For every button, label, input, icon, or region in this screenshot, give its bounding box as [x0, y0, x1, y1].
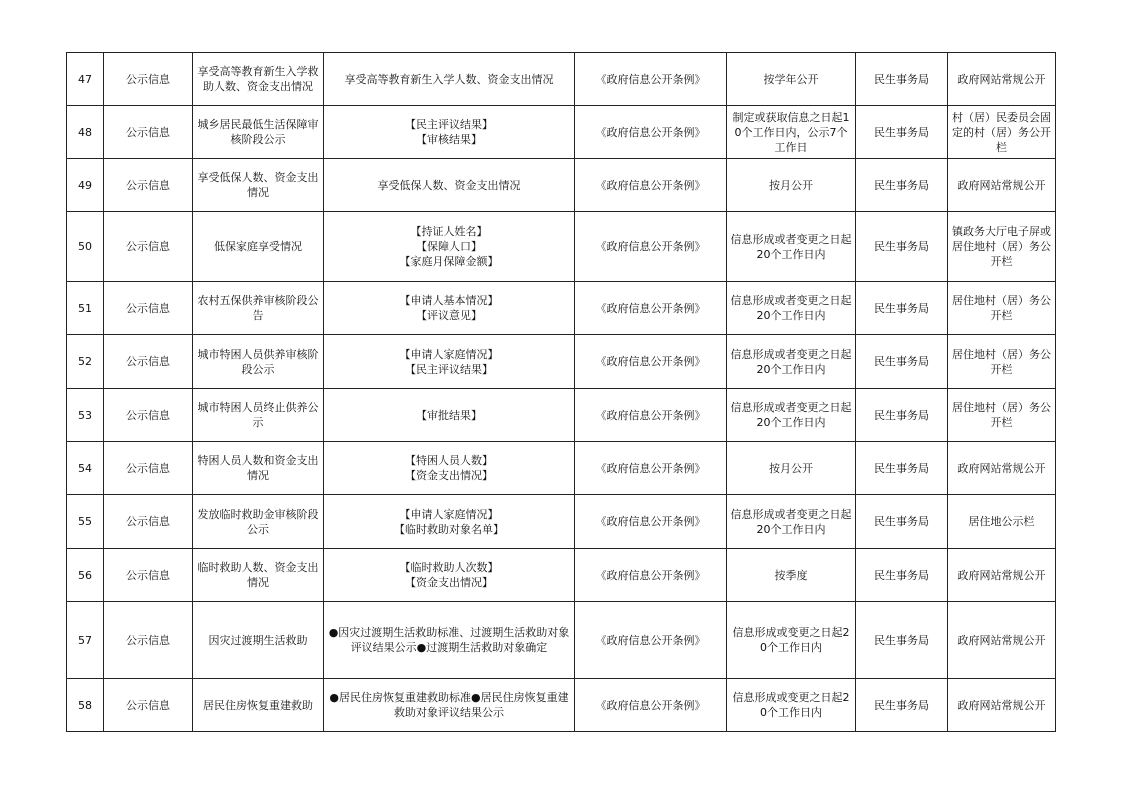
disclosure-channel-cell: 居住地村（居）务公开栏 — [948, 335, 1056, 389]
table-row — [67, 159, 1056, 212]
disclosure-timeframe-cell: 信息形成或者变更之日起20个工作日内 — [727, 212, 856, 282]
info-category-cell: 公示信息 — [104, 159, 193, 212]
info-category-cell: 公示信息 — [104, 549, 193, 602]
legal-basis-cell: 《政府信息公开条例》 — [575, 53, 727, 106]
disclosure-channel-cell: 居住地公示栏 — [948, 495, 1056, 549]
item-content-cell — [324, 212, 575, 282]
content-line: 【家庭月保障金额】 — [399, 255, 499, 268]
content-line: 【资金支出情况】 — [405, 469, 493, 482]
disclosure-channel-cell: 政府网站常规公开 — [948, 679, 1056, 732]
item-name-cell: 特困人员人数和资金支出情况 — [193, 442, 324, 495]
content-line: 【民主评议结果】 — [405, 362, 493, 376]
item-content-cell — [324, 282, 575, 335]
responsible-agency-cell: 民生事务局 — [856, 159, 948, 212]
legal-basis-cell: 《政府信息公开条例》 — [575, 679, 727, 732]
item-name-cell: 居民住房恢复重建救助 — [193, 679, 324, 732]
row-number-cell: 58 — [67, 679, 104, 732]
legal-basis-cell: 《政府信息公开条例》 — [575, 212, 727, 282]
content-line: 【保障人口】 — [416, 240, 482, 253]
legal-basis-cell: 《政府信息公开条例》 — [575, 106, 727, 159]
table-row — [67, 282, 1056, 335]
content-line: 【临时救助人次数】 — [399, 561, 499, 574]
disclosure-timeframe-cell: 按月公开 — [727, 442, 856, 495]
row-number-cell: 53 — [67, 389, 104, 442]
disclosure-channel-cell: 镇政务大厅电子屏或居住地村（居）务公开栏 — [948, 212, 1056, 282]
item-name-cell: 临时救助人数、资金支出情况 — [193, 549, 324, 602]
content-line: 【申请人基本情况】 — [399, 294, 499, 307]
disclosure-channel-cell: 居住地村（居）务公开栏 — [948, 389, 1056, 442]
row-number-cell: 57 — [67, 602, 104, 679]
disclosure-channel-cell: 政府网站常规公开 — [948, 602, 1056, 679]
legal-basis-cell: 《政府信息公开条例》 — [575, 282, 727, 335]
row-number-cell: 48 — [67, 106, 104, 159]
responsible-agency-cell: 民生事务局 — [856, 442, 948, 495]
content-line: 【审核结果】 — [416, 133, 482, 146]
row-number-cell: 47 — [67, 53, 104, 106]
table-row — [67, 495, 1056, 549]
item-name-cell: 城乡居民最低生活保障审核阶段公示 — [193, 106, 324, 159]
content-line: 【民主评议结果】 — [405, 118, 493, 131]
disclosure-timeframe-cell: 制定或获取信息之日起10个工作日内，公示7个工作日 — [727, 106, 856, 159]
disclosure-timeframe-cell: 信息形成或者变更之日起20个工作日内 — [727, 282, 856, 335]
content-line: ●居民住房恢复重建救助标准●居民住房恢复重建救助对象评议结果公示 — [329, 691, 569, 719]
disclosure-channel-cell: 政府网站常规公开 — [948, 159, 1056, 212]
info-category-cell: 公示信息 — [104, 679, 193, 732]
disclosure-timeframe-cell: 按学年公开 — [727, 53, 856, 106]
item-content-cell — [324, 442, 575, 495]
content-line: 【资金支出情况】 — [405, 576, 493, 589]
item-name-cell: 城市特困人员终止供养公示 — [193, 389, 324, 442]
disclosure-channel-cell: 政府网站常规公开 — [948, 549, 1056, 602]
row-number-cell: 55 — [67, 495, 104, 549]
disclosure-channel-cell: 政府网站常规公开 — [948, 53, 1056, 106]
disclosure-table — [66, 52, 1056, 732]
item-content-cell — [324, 549, 575, 602]
table-row — [67, 53, 1056, 106]
row-number-cell: 50 — [67, 212, 104, 282]
responsible-agency-cell: 民生事务局 — [856, 679, 948, 732]
table-row — [67, 442, 1056, 495]
info-category-cell: 公示信息 — [104, 602, 193, 679]
disclosure-timeframe-cell: 信息形成或者变更之日起20个工作日内 — [727, 335, 856, 389]
info-category-cell: 公示信息 — [104, 282, 193, 335]
row-number-cell: 56 — [67, 549, 104, 602]
item-name-cell: 享受高等教育新生入学救助人数、资金支出情况 — [193, 53, 324, 106]
content-line: 【评议意见】 — [416, 309, 482, 322]
legal-basis-cell: 《政府信息公开条例》 — [575, 495, 727, 549]
legal-basis-cell: 《政府信息公开条例》 — [575, 602, 727, 679]
content-line: 享受高等教育新生入学人数、资金支出情况 — [344, 72, 554, 86]
legal-basis-cell: 《政府信息公开条例》 — [575, 549, 727, 602]
disclosure-channel-cell: 政府网站常规公开 — [948, 442, 1056, 495]
responsible-agency-cell: 民生事务局 — [856, 106, 948, 159]
legal-basis-cell: 《政府信息公开条例》 — [575, 159, 727, 212]
item-name-cell: 低保家庭享受情况 — [193, 212, 324, 282]
responsible-agency-cell: 民生事务局 — [856, 549, 948, 602]
table-row — [67, 212, 1056, 282]
disclosure-timeframe-cell: 按月公开 — [727, 159, 856, 212]
table-row — [67, 389, 1056, 442]
content-line: 【申请人家庭情况】 — [399, 507, 499, 521]
content-line: 【持证人姓名】 — [410, 225, 488, 238]
info-category-cell: 公示信息 — [104, 442, 193, 495]
item-name-cell: 城市特困人员供养审核阶段公示 — [193, 335, 324, 389]
item-name-cell: 因灾过渡期生活救助 — [193, 602, 324, 679]
info-category-cell: 公示信息 — [104, 389, 193, 442]
responsible-agency-cell: 民生事务局 — [856, 335, 948, 389]
info-category-cell: 公示信息 — [104, 53, 193, 106]
info-category-cell: 公示信息 — [104, 495, 193, 549]
legal-basis-cell: 《政府信息公开条例》 — [575, 335, 727, 389]
table-body — [67, 53, 1056, 732]
table-row — [67, 549, 1056, 602]
table-row — [67, 335, 1056, 389]
content-line: 【临时救助对象名单】 — [394, 522, 504, 536]
item-name-cell: 享受低保人数、资金支出情况 — [193, 159, 324, 212]
row-number-cell: 51 — [67, 282, 104, 335]
info-category-cell: 公示信息 — [104, 106, 193, 159]
responsible-agency-cell: 民生事务局 — [856, 602, 948, 679]
disclosure-timeframe-cell: 信息形成或变更之日起20个工作日内 — [727, 602, 856, 679]
item-name-cell: 农村五保供养审核阶段公告 — [193, 282, 324, 335]
responsible-agency-cell: 民生事务局 — [856, 389, 948, 442]
disclosure-timeframe-cell: 按季度 — [727, 549, 856, 602]
table-row — [67, 602, 1056, 679]
table-row — [67, 106, 1056, 159]
legal-basis-cell: 《政府信息公开条例》 — [575, 389, 727, 442]
item-content-cell — [324, 335, 575, 389]
row-number-cell: 49 — [67, 159, 104, 212]
responsible-agency-cell: 民生事务局 — [856, 53, 948, 106]
item-name-cell: 发放临时救助金审核阶段公示 — [193, 495, 324, 549]
row-number-cell: 52 — [67, 335, 104, 389]
table-row — [67, 679, 1056, 732]
info-category-cell: 公示信息 — [104, 335, 193, 389]
content-line: 享受低保人数、资金支出情况 — [377, 178, 521, 192]
item-content-cell — [324, 602, 575, 679]
disclosure-channel-cell: 村（居）民委员会固定的村（居）务公开栏 — [948, 106, 1056, 159]
disclosure-timeframe-cell: 信息形成或者变更之日起20个工作日内 — [727, 495, 856, 549]
item-content-cell — [324, 389, 575, 442]
content-line: 【特困人员人数】 — [405, 454, 493, 467]
disclosure-timeframe-cell: 信息形成或者变更之日起20个工作日内 — [727, 389, 856, 442]
item-content-cell — [324, 495, 575, 549]
content-line: 【审批结果】 — [416, 408, 482, 422]
item-content-cell — [324, 159, 575, 212]
item-content-cell — [324, 679, 575, 732]
legal-basis-cell: 《政府信息公开条例》 — [575, 442, 727, 495]
disclosure-timeframe-cell: 信息形成或变更之日起20个工作日内 — [727, 679, 856, 732]
content-line: 【申请人家庭情况】 — [399, 347, 499, 361]
responsible-agency-cell: 民生事务局 — [856, 282, 948, 335]
item-content-cell — [324, 106, 575, 159]
content-line: ●因灾过渡期生活救助标准、过渡期生活救助对象评议结果公示●过渡期生活救助对象确定 — [328, 626, 570, 654]
responsible-agency-cell: 民生事务局 — [856, 495, 948, 549]
row-number-cell: 54 — [67, 442, 104, 495]
disclosure-channel-cell: 居住地村（居）务公开栏 — [948, 282, 1056, 335]
item-content-cell — [324, 53, 575, 106]
info-category-cell: 公示信息 — [104, 212, 193, 282]
responsible-agency-cell: 民生事务局 — [856, 212, 948, 282]
